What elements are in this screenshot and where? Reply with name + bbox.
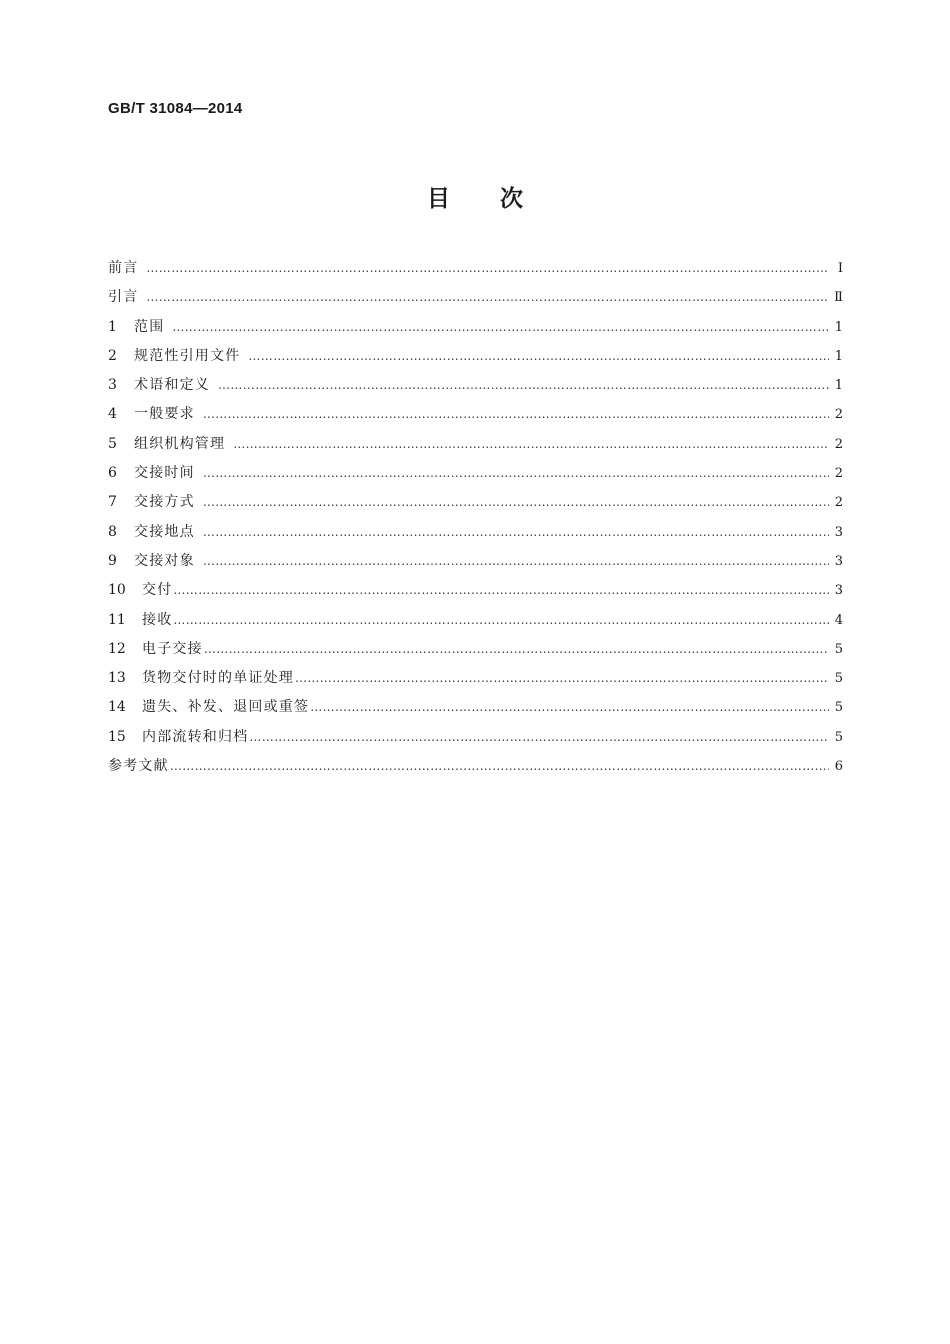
toc-entry-introduction[interactable]	[108, 286, 843, 315]
toc-entry-number: 15	[108, 728, 126, 745]
toc-entry-label: 参考文献	[108, 758, 169, 775]
toc-leader-dots	[233, 437, 829, 451]
toc-entry-page: 6	[834, 759, 843, 775]
toc-leader-dots	[218, 378, 829, 392]
toc-entry-15[interactable]	[108, 726, 843, 755]
toc-entry-label: 交接时间	[134, 465, 195, 482]
toc-entry-page: 5	[834, 671, 843, 687]
toc-entry-page: 5	[834, 641, 843, 657]
toc-leader-dots	[173, 583, 828, 597]
toc-leader-dots	[173, 613, 828, 627]
toc-entry-number: 2	[108, 347, 117, 364]
toc-entry-label: 引言	[108, 289, 139, 306]
toc-entry-label: 组织机构管理	[134, 435, 226, 452]
toc-entry-label: 遗失、补发、退回或重签	[142, 699, 310, 716]
toc-leader-dots	[204, 642, 829, 656]
toc-leader-dots	[203, 554, 829, 568]
toc-leader-dots	[203, 407, 829, 421]
toc-entry-number: 1	[108, 318, 117, 335]
toc-entry-number: 6	[108, 465, 117, 482]
toc-entry-10[interactable]	[108, 579, 843, 608]
toc-leader-dots	[203, 495, 829, 509]
toc-entry-number: 14	[108, 699, 126, 716]
toc-entry-foreword[interactable]	[108, 257, 843, 286]
toc-entry-label: 术语和定义	[134, 377, 210, 394]
toc-entry-page: 4	[834, 612, 843, 628]
toc-entry-page: 2	[834, 495, 843, 511]
toc-entry-label: 交接对象	[134, 552, 195, 569]
toc-entry-label: 交付	[142, 582, 173, 599]
table-of-contents	[108, 257, 843, 784]
toc-entry-number: 11	[108, 611, 126, 628]
toc-entry-bibliography[interactable]	[108, 755, 843, 784]
toc-entry-page: 2	[834, 466, 843, 482]
toc-entry-8[interactable]	[108, 521, 843, 550]
toc-entry-9[interactable]	[108, 550, 843, 579]
toc-entry-page: Ⅰ	[837, 261, 843, 276]
toc-entry-number: 13	[108, 670, 126, 687]
toc-entry-2[interactable]	[108, 345, 843, 374]
toc-entry-label: 交接方式	[134, 494, 195, 511]
toc-leader-dots	[170, 759, 829, 773]
toc-entry-5[interactable]	[108, 433, 843, 462]
toc-entry-14[interactable]	[108, 696, 843, 725]
toc-entry-number: 12	[108, 640, 126, 657]
toc-entry-number: 5	[108, 435, 117, 452]
toc-entry-page: 5	[834, 729, 843, 745]
toc-leader-dots	[248, 349, 828, 363]
toc-entry-page: 1	[834, 319, 843, 335]
toc-entry-page: 3	[834, 553, 843, 569]
toc-entry-label: 内部流转和归档	[142, 728, 249, 745]
toc-entry-label: 电子交接	[142, 640, 203, 657]
toc-leader-dots	[146, 290, 828, 304]
toc-entry-6[interactable]	[108, 462, 843, 491]
toc-entry-3[interactable]	[108, 374, 843, 403]
toc-entry-7[interactable]	[108, 491, 843, 520]
toc-entry-number: 7	[108, 494, 117, 511]
toc-entry-label: 规范性引用文件	[134, 347, 241, 364]
page-title	[0, 180, 950, 213]
toc-entry-label: 一般要求	[134, 406, 195, 423]
toc-entry-label: 交接地点	[134, 523, 195, 540]
toc-entry-label: 范围	[134, 318, 165, 335]
toc-entry-4[interactable]	[108, 403, 843, 432]
toc-entry-number: 4	[108, 406, 117, 423]
toc-leader-dots	[203, 466, 829, 480]
toc-leader-dots	[295, 671, 829, 685]
toc-entry-13[interactable]	[108, 667, 843, 696]
toc-leader-dots	[172, 320, 828, 334]
toc-entry-page: 1	[834, 378, 843, 394]
toc-leader-dots	[310, 700, 829, 714]
title-char-2: 次	[500, 186, 523, 212]
toc-entry-page: 3	[834, 583, 843, 599]
toc-leader-dots	[146, 261, 829, 275]
standard-code: GB/T 31084—2014	[108, 100, 243, 117]
toc-entry-label: 货物交付时的单证处理	[142, 670, 294, 687]
toc-entry-11[interactable]	[108, 609, 843, 638]
toc-entry-page: Ⅱ	[834, 290, 843, 306]
toc-entry-page: 3	[834, 524, 843, 540]
toc-entry-number: 9	[108, 552, 117, 569]
toc-entry-page: 1	[834, 348, 843, 364]
toc-entry-number: 10	[108, 582, 126, 599]
toc-leader-dots	[249, 730, 828, 744]
toc-entry-label: 接收	[142, 611, 173, 628]
toc-entry-page: 5	[834, 700, 843, 716]
toc-entry-page: 2	[834, 436, 843, 452]
title-char-1: 目	[427, 186, 450, 212]
toc-entry-1[interactable]	[108, 316, 843, 345]
toc-leader-dots	[203, 525, 829, 539]
toc-entry-label: 前言	[108, 260, 139, 276]
toc-entry-number: 3	[108, 377, 117, 394]
toc-entry-12[interactable]	[108, 638, 843, 667]
toc-entry-page: 2	[834, 407, 843, 423]
toc-entry-number: 8	[108, 523, 117, 540]
